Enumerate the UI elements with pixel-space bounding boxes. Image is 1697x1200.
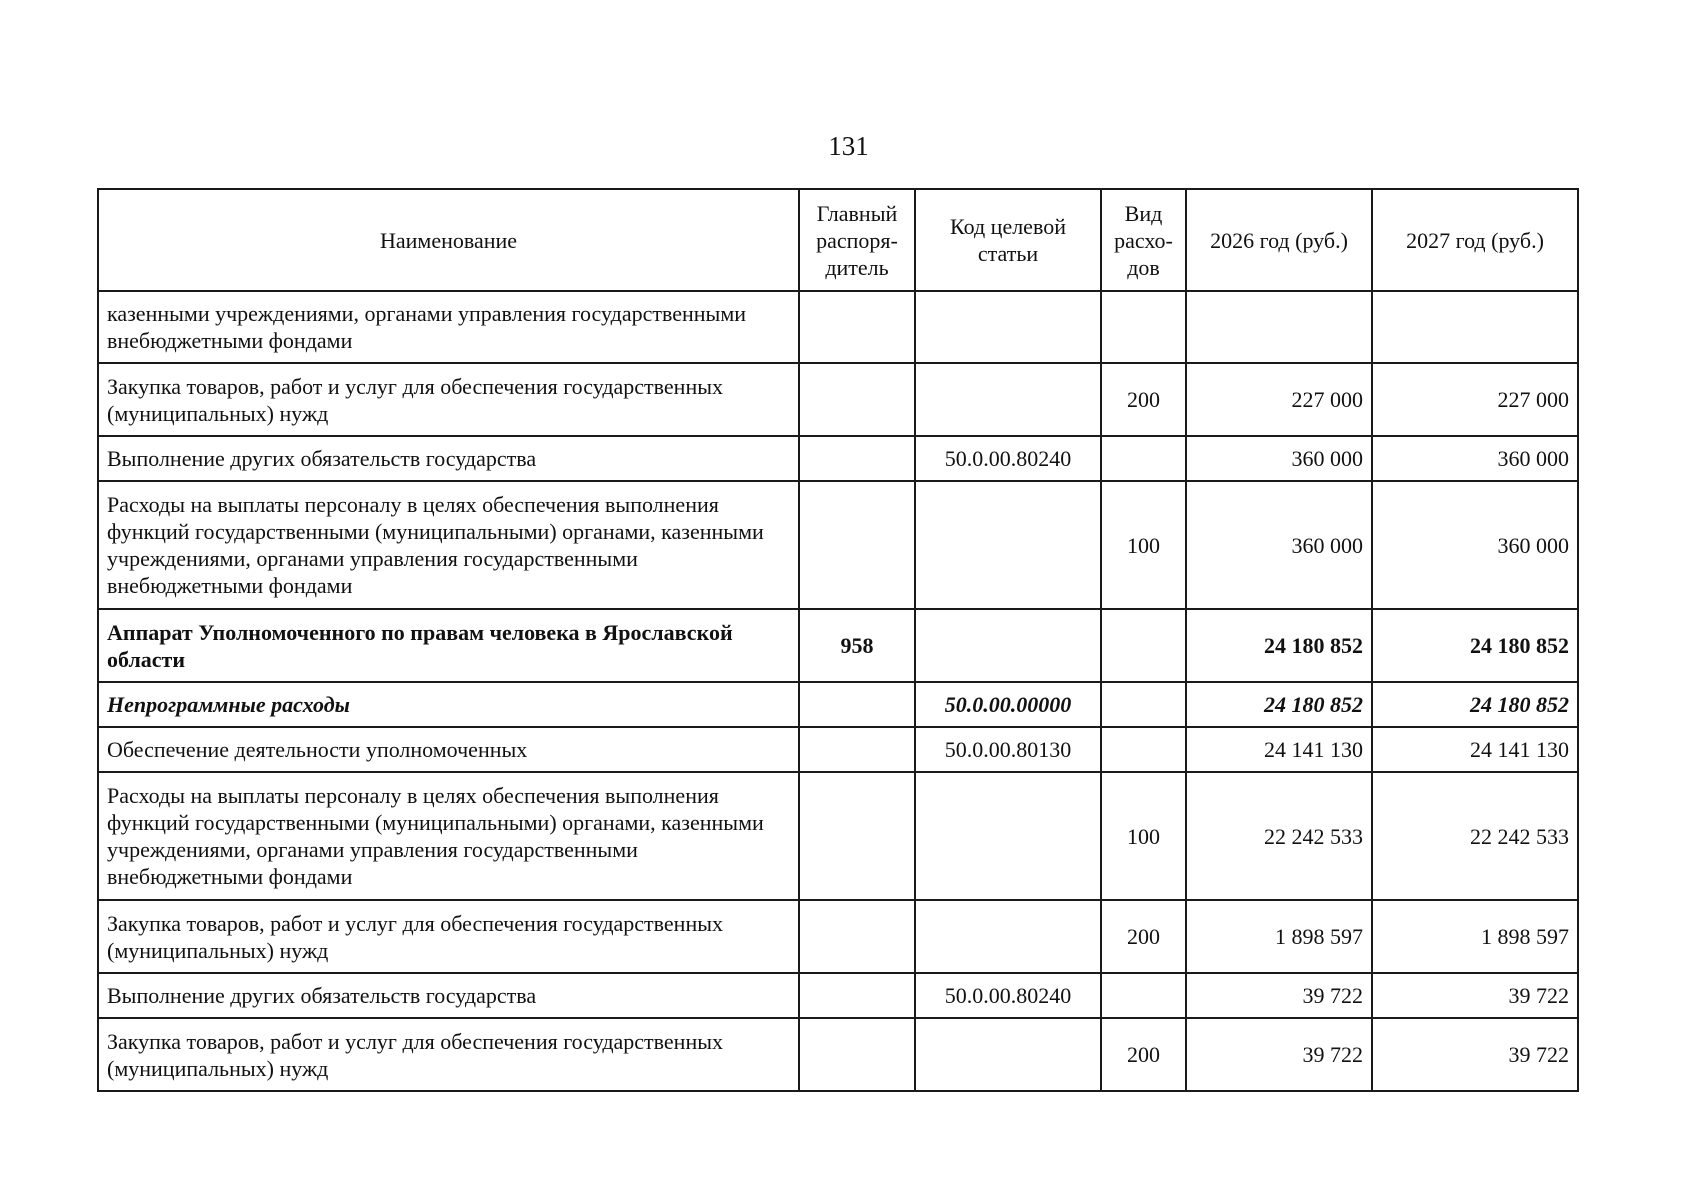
header-2026: 2026 год (руб.) <box>1186 189 1372 291</box>
row-name: Обеспечение деятельности уполномоченных <box>98 727 799 772</box>
row-chief <box>799 436 915 481</box>
table-row <box>98 363 1578 436</box>
table-row <box>98 772 1578 900</box>
row-2027: 24 180 852 <box>1372 609 1578 682</box>
row-code <box>915 363 1101 436</box>
row-chief <box>799 1018 915 1091</box>
row-type <box>1101 436 1186 481</box>
table-row <box>98 973 1578 1018</box>
row-2026: 39 722 <box>1186 1018 1372 1091</box>
row-type <box>1101 973 1186 1018</box>
row-code: 50.0.00.80240 <box>915 973 1101 1018</box>
row-code <box>915 772 1101 900</box>
row-2027: 227 000 <box>1372 363 1578 436</box>
row-2027: 24 141 130 <box>1372 727 1578 772</box>
row-code <box>915 609 1101 682</box>
row-code <box>915 1018 1101 1091</box>
budget-table <box>97 188 1579 1092</box>
page-number: 131 <box>828 131 869 161</box>
row-2026: 227 000 <box>1186 363 1372 436</box>
row-chief <box>799 900 915 973</box>
row-name: Расходы на выплаты персоналу в целях обеспечения выполнения функций государственными (муниципальными) органами, казенными учреждениями, органами управления государственными внебюджетными фондами <box>98 481 799 609</box>
row-2027: 39 722 <box>1372 973 1578 1018</box>
row-2027: 360 000 <box>1372 436 1578 481</box>
row-chief <box>799 727 915 772</box>
table-row <box>98 727 1578 772</box>
row-2027 <box>1372 291 1578 363</box>
row-name: Непрограммные расходы <box>98 682 799 727</box>
row-code: 50.0.00.80130 <box>915 727 1101 772</box>
row-2026: 39 722 <box>1186 973 1372 1018</box>
row-chief <box>799 291 915 363</box>
row-type: 200 <box>1101 1018 1186 1091</box>
row-2026: 1 898 597 <box>1186 900 1372 973</box>
row-2027: 24 180 852 <box>1372 682 1578 727</box>
header-type: Вид расхо-дов <box>1101 189 1186 291</box>
row-type: 100 <box>1101 481 1186 609</box>
row-chief: 958 <box>799 609 915 682</box>
row-name: Выполнение других обязательств государства <box>98 973 799 1018</box>
row-type: 200 <box>1101 363 1186 436</box>
row-2027: 22 242 533 <box>1372 772 1578 900</box>
header-name: Наименование <box>98 189 799 291</box>
table-row <box>98 900 1578 973</box>
header-2027: 2027 год (руб.) <box>1372 189 1578 291</box>
row-2026: 24 180 852 <box>1186 682 1372 727</box>
row-chief <box>799 481 915 609</box>
row-code: 50.0.00.80240 <box>915 436 1101 481</box>
header-chief: Главный распоря-дитель <box>799 189 915 291</box>
row-2026: 360 000 <box>1186 481 1372 609</box>
table-row <box>98 481 1578 609</box>
row-type: 100 <box>1101 772 1186 900</box>
header-row <box>98 189 1578 291</box>
row-code <box>915 481 1101 609</box>
row-name: Закупка товаров, работ и услуг для обеспечения государственных (муниципальных) нужд <box>98 900 799 973</box>
row-2026: 360 000 <box>1186 436 1372 481</box>
row-chief <box>799 682 915 727</box>
row-type <box>1101 682 1186 727</box>
row-2026: 24 180 852 <box>1186 609 1372 682</box>
table-row <box>98 682 1578 727</box>
table-row <box>98 609 1578 682</box>
row-2027: 39 722 <box>1372 1018 1578 1091</box>
row-name: Выполнение других обязательств государства <box>98 436 799 481</box>
row-name: казенными учреждениями, органами управления государственными внебюджетными фондами <box>98 291 799 363</box>
table-row <box>98 291 1578 363</box>
row-type <box>1101 609 1186 682</box>
row-code <box>915 900 1101 973</box>
row-type: 200 <box>1101 900 1186 973</box>
row-name: Закупка товаров, работ и услуг для обеспечения государственных (муниципальных) нужд <box>98 1018 799 1091</box>
row-type <box>1101 291 1186 363</box>
row-type <box>1101 727 1186 772</box>
row-name: Аппарат Уполномоченного по правам человека в Ярославской области <box>98 609 799 682</box>
row-2027: 1 898 597 <box>1372 900 1578 973</box>
row-2026: 22 242 533 <box>1186 772 1372 900</box>
row-2027: 360 000 <box>1372 481 1578 609</box>
row-name: Расходы на выплаты персоналу в целях обеспечения выполнения функций государственными (муниципальными) органами, казенными учреждениями, органами управления государственными внебюджетными фондами <box>98 772 799 900</box>
row-chief <box>799 772 915 900</box>
row-chief <box>799 973 915 1018</box>
row-chief <box>799 363 915 436</box>
table-row <box>98 436 1578 481</box>
row-code: 50.0.00.00000 <box>915 682 1101 727</box>
row-2026: 24 141 130 <box>1186 727 1372 772</box>
row-code <box>915 291 1101 363</box>
header-code: Код целевой статьи <box>915 189 1101 291</box>
row-2026 <box>1186 291 1372 363</box>
table-row <box>98 1018 1578 1091</box>
row-name: Закупка товаров, работ и услуг для обеспечения государственных (муниципальных) нужд <box>98 363 799 436</box>
